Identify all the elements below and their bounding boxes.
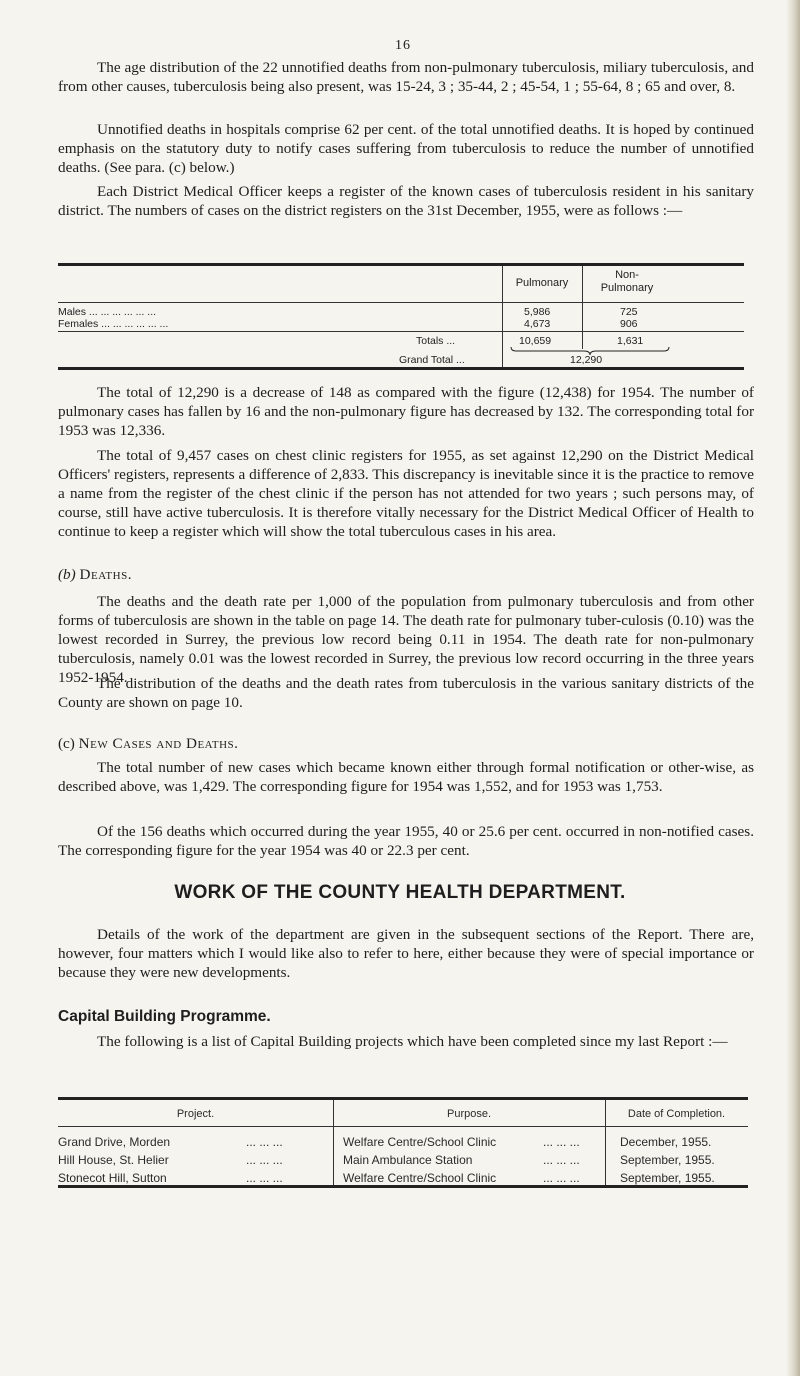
females-pulmonary: 4,673 [524, 318, 551, 330]
leader-dots: ... ... ... [246, 1171, 283, 1185]
table-rule [58, 1185, 748, 1188]
project-date: September, 1955. [620, 1171, 715, 1185]
leader-dots: ... ... ... [246, 1153, 283, 1167]
heading-deaths [58, 566, 132, 584]
row-label-totals: Totals ... [416, 335, 456, 347]
table-rule [58, 302, 744, 303]
males-pulmonary: 5,986 [524, 306, 551, 318]
project-purpose: Welfare Centre/School Clinic [343, 1135, 497, 1149]
grand-total-value: 12,290 [570, 354, 603, 366]
table-rule [58, 1097, 748, 1100]
paragraph-death-rates: The deaths and the death rate per 1,000 of the population from pulmonary tuberculosis and from other forms of tuberculosis are shown in the table on page 14. The death rate for pulmonary tuber-culosis (0.10) was the lowest recorded in Surrey, the previous low record being 0.11 in 1954. The death rate for non-pulmonary tuberculosis, namely 0.01 was the lowest recorded in Surrey, the previous low record occurring in the three years 1952-1954. [58, 593, 754, 686]
leader-dots: ... ... ... [543, 1135, 580, 1149]
heading-new-cases [58, 735, 238, 753]
header-date: Date of Completion. [627, 1108, 726, 1120]
paragraph-district-register: Each District Medical Officer keeps a register of the known cases of tuberculosis resident in his sanitary district. The numbers of cases on the district registers on the 31st December, 1955, were as follows :— [58, 183, 754, 219]
header-project: Project. [176, 1108, 215, 1120]
row-label-females: Females ... ... ... ... ... ... [58, 318, 169, 330]
table-rule [58, 1126, 748, 1127]
females-non-pulmonary: 906 [620, 318, 638, 330]
totals-pulmonary: 10,659 [519, 335, 552, 347]
paragraph-unnotified-hospital: Unnotified deaths in hospitals comprise 62 per cent. of the total unnotified deaths. It is hoped by continued emphasis on the statutory duty to notify cases suffering from tuberculosis to reduce the number of unnotified deaths. (See para. (c) below.) [58, 121, 754, 176]
header-non-line2: Pulmonary [600, 282, 654, 294]
table-rule [58, 263, 744, 266]
leader-dots: ... ... ... [543, 1153, 580, 1167]
paragraph-deaths-non-notified: Of the 156 deaths which occurred during the year 1955, 40 or 25.6 per cent. occurred in non-notified cases. The corresponding figure for the year 1954 was 40 or 22.3 per cent. [58, 823, 754, 859]
heading-deaths-text: Deaths. [79, 566, 133, 583]
project-purpose: Welfare Centre/School Clinic [343, 1171, 497, 1185]
heading-capital-building: Capital Building Programme. [58, 1008, 271, 1025]
paragraph-chest-clinic: The total of 9,457 cases on chest clinic registers for 1955, as set against 12,290 on the District Medical Officers' registers, represents a difference of 2,833. This discrepancy is inevitable since it is the practice to remove a name from the register of the chest clinic if the person has not attended for two years ; such persons may, of course, still have active tuberculosis. It is therefore vitally necessary for the District Medical Officer of Health to continue to keep a register which will show the total tuberculous cases in his area. [58, 447, 754, 540]
header-purpose: Purpose. [446, 1108, 492, 1120]
males-non-pulmonary: 725 [620, 306, 638, 318]
row-label-grand-total: Grand Total ... [399, 354, 465, 366]
header-non-line1: Non- [615, 269, 639, 281]
project-name: Stonecot Hill, Sutton [58, 1171, 167, 1185]
heading-new-cases-prefix: (c) [58, 735, 75, 752]
paragraph-new-cases: The total number of new cases which became known either through formal notification or other-wise, as described above, was 1,429. The corresponding figure for 1954 was 1,552, and for 1953 was 1,753. [58, 759, 754, 795]
leader-dots: ... ... ... [246, 1135, 283, 1149]
tb-register-table [58, 263, 744, 371]
capital-projects-table [58, 1097, 748, 1189]
paragraph-department-work: Details of the work of the department are given in the subsequent sections of the Report. There are, however, four matters which I would like also to refer to here, either because they were of special importance or because they were new developments. [58, 926, 754, 981]
row-label-males: Males ... ... ... ... ... ... [58, 306, 157, 318]
totals-non-pulmonary: 1,631 [617, 335, 644, 347]
project-purpose: Main Ambulance Station [343, 1153, 473, 1167]
table-rule [58, 367, 744, 370]
paragraph-capital-intro: The following is a list of Capital Building projects which have been completed since my last Report :— [97, 1033, 728, 1050]
project-name: Hill House, St. Helier [58, 1153, 169, 1167]
heading-deaths-prefix: (b) [58, 566, 76, 583]
paragraph-total-decrease: The total of 12,290 is a decrease of 148 as compared with the figure (12,438) for 1954. The number of pulmonary cases has fallen by 16 and the non-pulmonary figure has decreased by 132. The corresponding total for 1953 was 12,336. [58, 384, 754, 439]
paragraph-death-distribution: The distribution of the deaths and the death rates from tuberculosis in the various sanitary districts of the County are shown on page 10. [58, 675, 754, 711]
leader-dots: ... ... ... [543, 1171, 580, 1185]
section-heading-county-health: WORK OF THE COUNTY HEALTH DEPARTMENT. [174, 882, 626, 903]
project-date: December, 1955. [620, 1135, 712, 1149]
paragraph-age-distribution: The age distribution of the 22 unnotified deaths from non-pulmonary tuberculosis, miliary tuberculosis, and from other causes, tuberculosis being also present, was 15-24, 3 ; 35-44, 2 ; 45-54, 1 ; 55-64, 8 ; 65 and over, 8. [58, 59, 754, 95]
project-name: Grand Drive, Morden [58, 1135, 171, 1149]
table-rule [58, 331, 744, 332]
header-pulmonary: Pulmonary [515, 277, 569, 289]
heading-new-cases-text: New Cases and Deaths. [78, 735, 239, 752]
page-number: 16 [395, 38, 411, 53]
page-edge-shadow [786, 0, 800, 1376]
project-date: September, 1955. [620, 1153, 715, 1167]
